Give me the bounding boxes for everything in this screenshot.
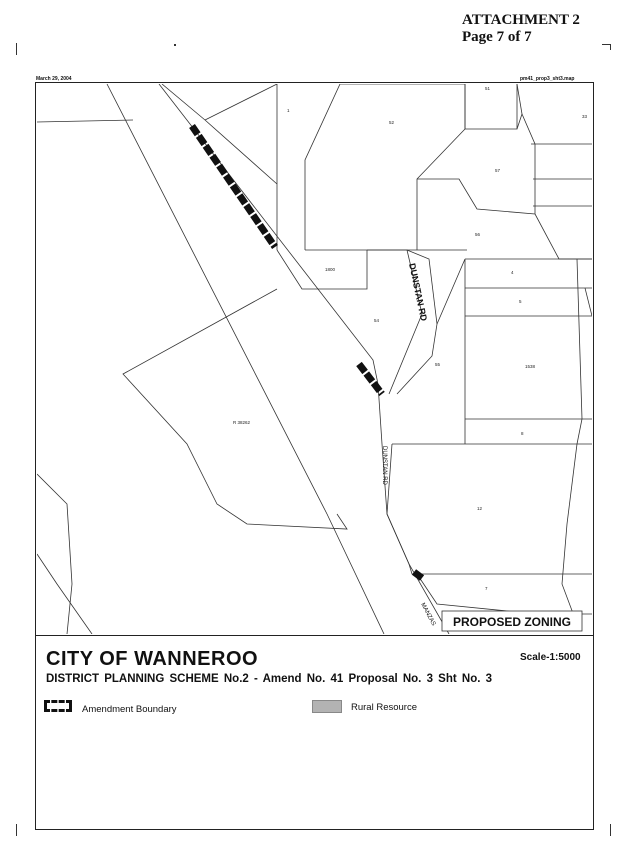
crop-mark-top-left	[16, 43, 17, 55]
grey-swatch-icon	[312, 700, 342, 713]
crop-mark-bottom-right	[610, 824, 611, 836]
proposed-zoning-label: PROPOSED ZONING	[452, 615, 572, 629]
lot-54-label: 54	[374, 318, 380, 323]
crop-mark-bottom-left	[16, 824, 17, 836]
road-label-manzas: MANZAS	[419, 602, 437, 628]
lot-1-label: 1	[287, 108, 290, 113]
page-number: Page 7 of 7	[462, 29, 532, 45]
lot-33-label: 33	[582, 114, 588, 119]
lot-4-label: 4	[511, 270, 514, 275]
crop-mark-top-right-v	[610, 44, 611, 50]
lot-12-label: 12	[477, 506, 483, 511]
road-label-dunstan-lower: DUNSTAN RD	[381, 446, 387, 485]
lot-56-label: 56	[475, 232, 481, 237]
map-scale: Scale-1:5000	[520, 652, 581, 663]
lot-boundaries	[37, 84, 592, 634]
lot-51-label: 51	[485, 86, 491, 91]
cadastral-map	[37, 84, 592, 634]
lot-1538-label: 1538	[525, 364, 536, 369]
map-date: March 29, 2004	[36, 76, 72, 82]
lot-8-label: 8	[521, 431, 524, 436]
title-block-divider	[36, 635, 593, 636]
speck	[174, 44, 176, 46]
attachment-heading	[462, 12, 580, 46]
city-title: CITY OF WANNEROO	[46, 648, 259, 670]
legend-label-rural-resource: Rural Resource	[351, 702, 417, 713]
dashed-boundary-icon	[44, 700, 72, 712]
lot-7-label: 7	[485, 586, 488, 591]
legend-label-amendment-boundary: Amendment Boundary	[82, 704, 177, 715]
lot-55-label: 55	[435, 362, 441, 367]
lot-52-label: 52	[389, 120, 395, 125]
attachment-number: ATTACHMENT 2	[462, 12, 580, 28]
lot-5-label: 5	[519, 299, 522, 304]
map-file-name: pm41_prop3_sht3.map	[520, 76, 575, 82]
road-label-dunstan-upper: DUNSTAN RD	[407, 262, 430, 322]
scheme-title: DISTRICT PLANNING SCHEME No.2 - Amend No. 41 Proposal No. 3 Sht No. 3	[46, 673, 493, 685]
lot-57-label: 57	[495, 168, 501, 173]
lot-r38262-label: R 38262	[233, 420, 251, 425]
lot-1800-label: 1800	[325, 267, 336, 272]
